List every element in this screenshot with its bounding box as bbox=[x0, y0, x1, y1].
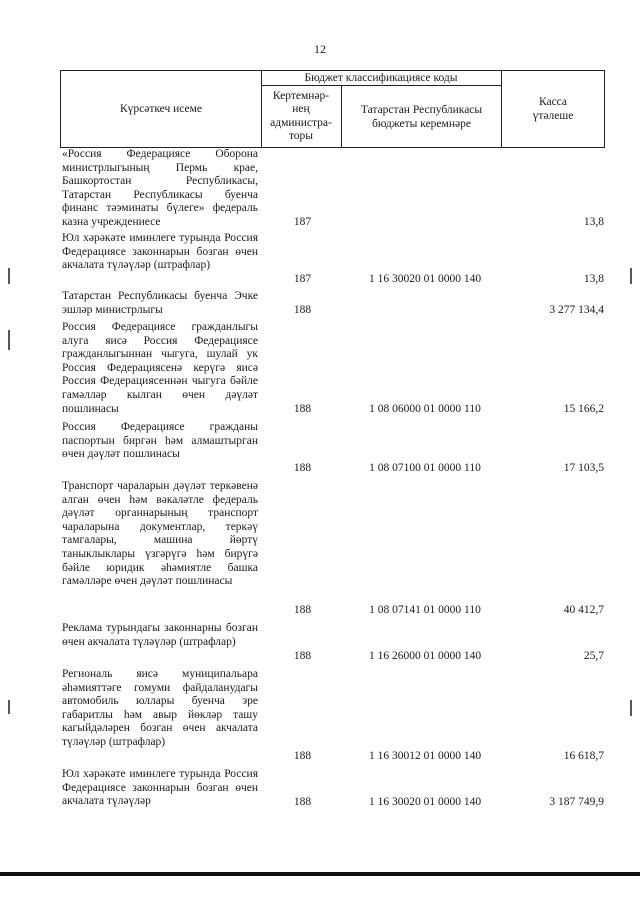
table-header bbox=[60, 70, 605, 148]
scan-edge-mark bbox=[8, 700, 10, 714]
table-row bbox=[60, 480, 605, 618]
header-revenues: Татарстан Республикасы бюджеты керемнәре bbox=[360, 103, 483, 130]
row-code: 1 08 06000 01 0000 110 bbox=[369, 403, 481, 416]
row-code: 1 08 07141 01 0000 110 bbox=[369, 604, 481, 617]
row-name: Транспорт чараларын дәүләт теркәвенә алган өчен һәм вәкаләтле федераль дәүләт органнарының транспорт чараларына документлар, теркәү тамгалары, машина йөртү таныклыклары үзгәрүгә һәм бирүгә бәйле юридик әһәмиятле башка гамәлләре өчен дәүләт пошлинасы bbox=[62, 480, 258, 588]
row-name: «Россия Федерациясе Оборона министрлыгының Пермь крае, Башкортостан Республикасы, Татарстан Республикасы буенча финанс тәэминаты бүлеге» федераль казна учреждениесе bbox=[62, 148, 258, 228]
row-code: 1 16 30012 01 0000 140 bbox=[368, 750, 482, 763]
row-amount: 25,7 bbox=[583, 650, 604, 663]
row-name: Региональ яисә муниципальара әһәмияттәге гомуми файдаланудагы автомобиль юллары буенча эре габаритлы һәм авыр йөкләр ташу кагыйдәләрен бозган өчен акчалата түләүләр (штрафлар) bbox=[62, 668, 258, 748]
table-row bbox=[60, 622, 605, 664]
row-admin: 188 bbox=[293, 304, 312, 317]
row-amount: 3 187 749,9 bbox=[549, 796, 604, 809]
row-admin: 188 bbox=[293, 462, 312, 475]
row-admin: 188 bbox=[293, 604, 312, 617]
scan-edge-mark bbox=[8, 268, 10, 284]
row-name: Юл хәрәкәте иминлеге турында Россия Федерациясе законнарын бозган өчен акчалата түләүләр (штрафлар) bbox=[62, 232, 258, 272]
header-budget-codes: Бюджет классификациясе коды bbox=[304, 72, 458, 84]
budget-table bbox=[60, 70, 605, 809]
row-name: Россия Федерациясе гражданлыгы алуга яисә Россия Федерациясе гражданлыгыннан чыгуга, шулай ук Россия Федерациясенә керүгә яисә Россия Федерациясеннән чыгуга бәйле гамәлләр кылган өчен дәүләт пошлинасы bbox=[62, 321, 258, 415]
scan-edge-mark bbox=[8, 330, 10, 350]
row-name: Россия Федерациясе гражданы паспортын биргән һәм алмаштырган өчен дәүләт пошлинасы bbox=[62, 421, 258, 461]
row-amount: 3 277 134,4 bbox=[549, 304, 604, 317]
row-name: Реклама турындагы законнарны бозган өчен акчалата түләүләр (штрафлар) bbox=[62, 622, 258, 648]
row-admin: 188 bbox=[293, 403, 312, 416]
row-code: 1 16 30020 01 0000 140 bbox=[368, 796, 482, 809]
header-indicator: Күрсәткеч исеме bbox=[119, 103, 203, 115]
row-admin: 188 bbox=[293, 796, 312, 809]
row-name: Татарстан Республикасы буенча Эчке эшләр министрлыгы bbox=[62, 290, 258, 316]
row-code: 1 08 07100 01 0000 110 bbox=[369, 462, 481, 475]
page-number: 12 bbox=[314, 42, 326, 56]
header-administrator: Кертемнәр- нең администра- торы bbox=[270, 89, 332, 142]
row-admin: 188 bbox=[293, 750, 312, 763]
row-code: 1 16 30020 01 0000 140 bbox=[368, 273, 482, 286]
row-code: 1 16 26000 01 0000 140 bbox=[368, 650, 482, 663]
scan-bottom-bar bbox=[0, 872, 640, 876]
table-row bbox=[60, 321, 605, 417]
row-name: Юл хәрәкәте иминлеге турында Россия Федерациясе законнарын бозган өчен акчалата түләүләр bbox=[62, 768, 258, 808]
row-amount: 13,8 bbox=[583, 273, 604, 286]
table-row bbox=[60, 232, 605, 287]
row-amount: 40 412,7 bbox=[563, 604, 604, 617]
row-admin: 187 bbox=[293, 216, 312, 229]
scan-edge-mark bbox=[630, 700, 632, 716]
scan-edge-mark bbox=[630, 268, 632, 284]
row-amount: 17 103,5 bbox=[563, 462, 604, 475]
header-cash: Касса үтәлеше bbox=[532, 96, 574, 122]
table-row bbox=[60, 668, 605, 764]
table-row bbox=[60, 421, 605, 476]
row-admin: 188 bbox=[293, 650, 312, 663]
row-amount: 13,8 bbox=[583, 216, 604, 229]
row-admin: 187 bbox=[293, 273, 312, 286]
row-amount: 15 166,2 bbox=[563, 403, 604, 416]
table-row bbox=[60, 148, 605, 230]
table-row bbox=[60, 768, 605, 810]
row-amount: 16 618,7 bbox=[563, 750, 604, 763]
table-row bbox=[60, 290, 605, 318]
